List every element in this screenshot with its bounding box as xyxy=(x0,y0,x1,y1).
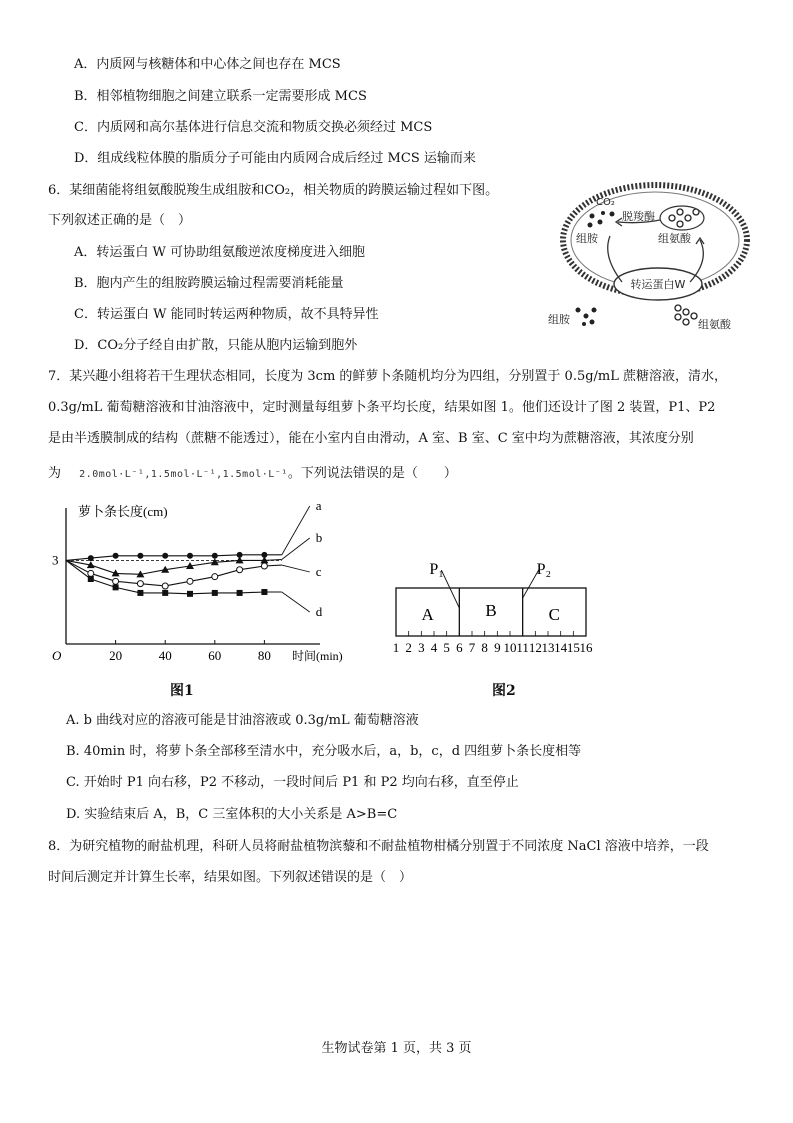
series-label-b: b xyxy=(315,530,323,545)
q8-line2: 时间后测定并计算生长率，结果如图。下列叙述错误的是（ ） xyxy=(48,870,413,885)
chamber-b-label: B xyxy=(485,601,497,620)
histidine-circles-outside xyxy=(675,305,697,325)
point-a xyxy=(162,553,168,559)
y-tick-label: 3 xyxy=(52,552,59,568)
point-c xyxy=(162,583,168,589)
point-d xyxy=(187,591,193,597)
q6-stem-line2: 下列叙述正确的是（ ） xyxy=(48,213,192,228)
enzyme-label: 脱羧酶 xyxy=(622,210,655,223)
scale-label: 9 xyxy=(494,640,501,655)
scale-label: 8 xyxy=(481,640,488,655)
x-tick-label: 80 xyxy=(257,648,271,663)
scale-label: 3 xyxy=(418,640,425,655)
co2-label: CO₂ xyxy=(596,197,615,208)
cell-transport-figure xyxy=(540,178,770,338)
transporter-label: 转运蛋白W xyxy=(630,278,686,291)
x-tick-label: 40 xyxy=(158,648,172,663)
series-label-c: c xyxy=(315,564,322,579)
q7-option-c: C. 开始时 P1 向右移，P2 不移动，一段时间后 P1 和 P2 均向右移，直至停止 xyxy=(66,775,519,790)
point-c xyxy=(113,578,119,584)
point-c xyxy=(137,581,143,587)
scale-label: 14 xyxy=(554,640,568,655)
series-leader-a xyxy=(282,506,310,555)
histidine-inside-label: 组氨酸 xyxy=(658,232,691,245)
scale-label: 12 xyxy=(528,640,542,655)
series-leader-c xyxy=(282,565,310,572)
figure2-caption: 图2 xyxy=(492,683,516,699)
point-c xyxy=(261,563,267,569)
scale-label: 15 xyxy=(566,640,580,655)
x-tick-label: 20 xyxy=(109,648,123,663)
histidine-circles-inside xyxy=(669,209,699,227)
point-a xyxy=(113,553,119,559)
point-c xyxy=(88,570,94,576)
q7-option-a: A. b 曲线对应的溶液可能是甘油溶液或 0.3g/mL 葡萄糖溶液 xyxy=(66,713,419,728)
q7-line4-prefix: 为 xyxy=(48,466,62,481)
figure1-line-chart xyxy=(48,498,348,673)
q6-stem-line1: 6．某细菌能将组氨酸脱羧生成组胺和CO₂，相关物质的跨膜运输过程如下图。 xyxy=(48,183,499,198)
point-a xyxy=(187,553,193,559)
scale-label: 2 xyxy=(405,640,412,655)
q6-option-d: D．CO₂分子经自由扩散，只能从胞内运输到胞外 xyxy=(74,338,358,353)
series-line-a xyxy=(66,555,282,561)
q7-option-b: B. 40min 时，将萝卜条全部移至清水中，充分吸水后，a，b，c，d 四组萝卜条长度相等 xyxy=(66,744,582,759)
q7-concentrations: 2.0mol·L⁻¹,1.5mol·L⁻¹,1.5mol·L⁻¹ xyxy=(79,469,288,480)
point-a xyxy=(212,553,218,559)
scale-label: 5 xyxy=(443,640,450,655)
p1-label: P₁ xyxy=(429,561,444,578)
q6-option-c: C．转运蛋白 W 能同时转运两种物质，故不具特异性 xyxy=(74,307,379,322)
histamine-inside-label: 组胺 xyxy=(576,232,598,245)
scale-label: 13 xyxy=(541,640,555,655)
point-a xyxy=(88,555,94,561)
q7-line3: 是由半透膜制成的结构（蔗糖不能透过），能在小室内自由滑动，A 室、B 室、C 室中均为蔗糖溶液，其浓度分别 xyxy=(48,431,694,446)
series-line-c xyxy=(66,560,282,586)
scale-label: 11 xyxy=(516,640,529,655)
q6-option-a: A．转运蛋白 W 可协助组氨酸逆浓度梯度进入细胞 xyxy=(74,245,366,260)
x-axis-label: 时间(min) xyxy=(292,649,343,663)
series-leader-d xyxy=(282,592,310,612)
p2-label: P₂ xyxy=(536,561,552,578)
scale-label: 4 xyxy=(430,640,438,655)
histamine-outside-label: 组胺 xyxy=(548,313,570,326)
origin-label: O xyxy=(52,648,62,663)
page-footer: 生物试卷第 1 页，共 3 页 xyxy=(321,1041,472,1056)
q5-option-b: B．相邻植物细胞之间建立联系一定需要形成 MCS xyxy=(74,89,367,104)
point-d xyxy=(113,584,119,590)
histamine-dots-inside xyxy=(588,211,615,228)
q7-line2: 0.3g/mL 葡萄糖溶液和甘油溶液中，定时测量每组萝卜条平均长度，结果如图 1。他们还设计了图 2 装置，P1、P2 xyxy=(48,400,716,415)
series-label-d: d xyxy=(315,604,323,619)
q7-line4 xyxy=(48,465,457,484)
point-c xyxy=(237,567,243,573)
scale-label: 10 xyxy=(503,640,517,655)
scale-label: 6 xyxy=(456,640,463,655)
scale-label: 7 xyxy=(468,640,476,655)
series-leader-b xyxy=(282,538,310,560)
series-line-b xyxy=(66,560,282,575)
series-label-a: a xyxy=(315,498,322,513)
histamine-dots-outside xyxy=(576,308,597,327)
figure1-caption: 图1 xyxy=(170,683,194,699)
point-c xyxy=(212,574,218,580)
y-axis-label: 萝卜条长度(cm) xyxy=(78,504,168,519)
q5-option-d: D．组成线粒体膜的脂质分子可能由内质网合成后经过 MCS 运输而来 xyxy=(74,151,476,166)
point-d xyxy=(212,590,218,596)
point-a xyxy=(137,553,143,559)
q5-option-a: A．内质网与核糖体和中心体之间也存在 MCS xyxy=(74,57,341,72)
q7-line4-suffix: 。下列说法错误的是（ ） xyxy=(287,466,457,481)
q5-option-c: C．内质网和高尔基体进行信息交流和物质交换必须经过 MCS xyxy=(74,120,433,135)
point-d xyxy=(88,576,94,582)
x-tick-label: 60 xyxy=(208,648,222,663)
figure2-chamber-device xyxy=(390,560,600,658)
point-d xyxy=(237,590,243,596)
point-d xyxy=(162,590,168,596)
q7-option-d: D. 实验结束后 A，B，C 三室体积的大小关系是 A>B=C xyxy=(66,807,398,822)
q7-line1: 7．某兴趣小组将若干生理状态相同，长度为 3cm 的鲜萝卜条随机均分为四组，分别置于 0.5g/mL 蔗糖溶液，清水， xyxy=(48,369,728,384)
scale-label: 1 xyxy=(392,640,400,655)
series-line-d xyxy=(66,560,282,593)
chamber-c-label: C xyxy=(548,605,561,624)
point-c xyxy=(187,578,193,584)
scale-label: 16 xyxy=(579,640,593,655)
q6-option-b: B．胞内产生的组胺跨膜运输过程需要消耗能量 xyxy=(74,276,344,291)
point-d xyxy=(137,590,143,596)
chamber-a-label: A xyxy=(421,605,434,624)
histidine-outside-label: 组氨酸 xyxy=(698,318,731,331)
q8-line1: 8．为研究植物的耐盐机理，科研人员将耐盐植物滨藜和不耐盐植物柑橘分别置于不同浓度 NaCl 溶液中培养，一段 xyxy=(48,839,709,854)
point-d xyxy=(261,589,267,595)
